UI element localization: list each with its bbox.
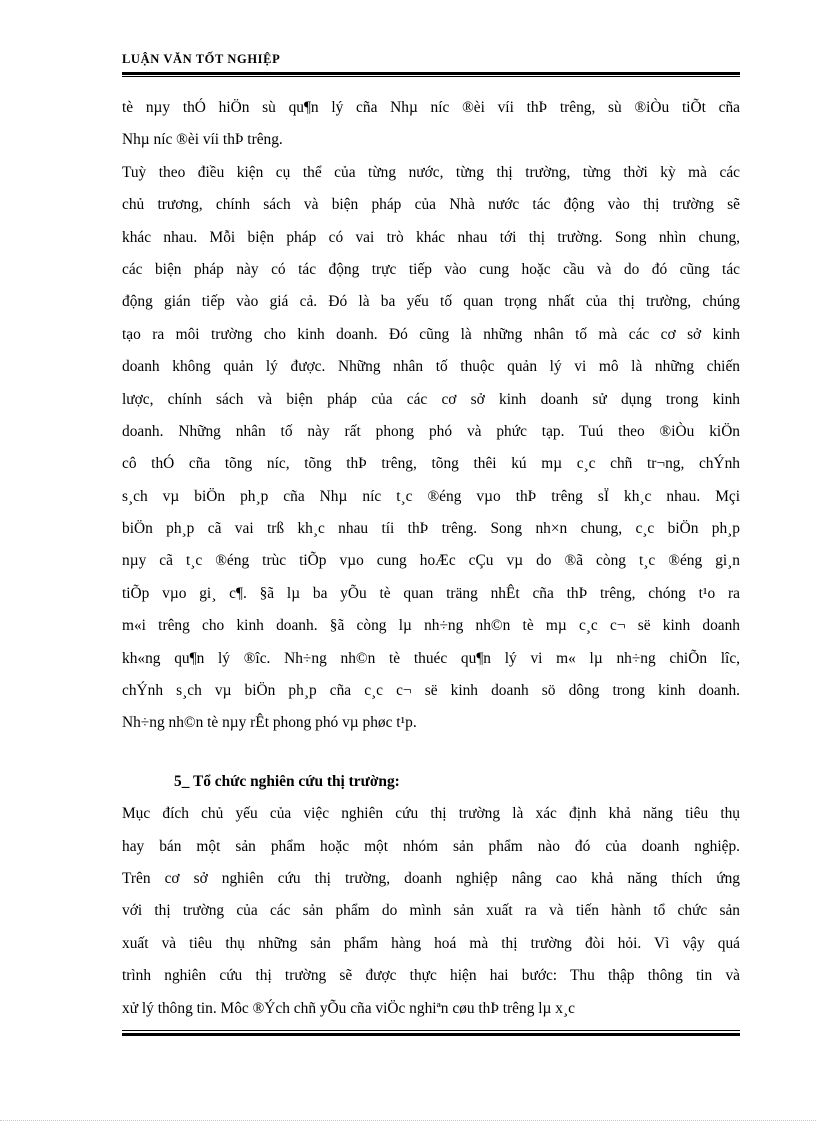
text-line: động gián tiếp vào giá cả. Đó là ba yếu tố quan trọng nhất của thị trường, chúng	[122, 293, 740, 311]
document-body	[122, 92, 740, 1025]
text-line: Mục đích chủ yếu của việc nghiên cứu thị trường là xác định khả năng tiêu thụ	[122, 805, 740, 823]
text-line: nµy cã t¸c ®éng trùc tiÕp vµo cung hoÆc cÇu vµ do ®ã còng t¸c ®éng gi¸n	[122, 552, 740, 570]
footer-rule-thin	[122, 1030, 740, 1031]
text-line: chủ trương, chính sách và biện pháp của Nhà nước tác động vào thị trường sẽ	[122, 196, 740, 214]
text-line: tiÕp vµo gi¸ c¶. §ã lµ ba yÕu tè quan träng nhÊt cña thÞ trêng, chóng t¹o ra	[122, 584, 740, 602]
paragraph-1	[122, 92, 740, 157]
text-line: với thị trường của các sản phẩm do mình sản xuất ra và tiến hành tổ chức sản	[122, 902, 740, 920]
paragraph-2	[122, 157, 740, 740]
text-line: kh«ng qu¶n lý ®îc. Nh÷ng nh©n tè thuéc qu¶n lý vi m« lµ nh÷ng chiÕn lîc,	[122, 649, 740, 667]
text-line: doanh. Những nhân tố này rất phong phó và phức tạp. Tuú theo ®iÒu kiÖn	[122, 422, 740, 440]
text-line: doanh không quản lý được. Những nhân tố thuộc quản lý vi mô là những chiến	[122, 358, 740, 376]
text-line: biÖn ph¸p cã vai trß kh¸c nhau tíi thÞ trêng. Song nh×n chung, c¸c biÖn ph¸p	[122, 520, 740, 538]
footer-rule-thick	[122, 1033, 740, 1036]
text-line: hay bán một sản phẩm hoặc một nhóm sản phẩm nào đó của doanh nghiệp.	[122, 837, 740, 855]
text-line: m«i trêng cho kinh doanh. §ã còng lµ nh÷ng nh©n tè mµ c¸c c¬ së kinh doanh	[122, 617, 740, 635]
page-edge-dotted-line	[0, 1120, 816, 1121]
text-line: tạo ra môi trường cho kinh doanh. Đó cũng là những nhân tố mà các cơ sở kinh	[122, 325, 740, 343]
text-line: s¸ch vµ biÖn ph¸p cña Nhµ níc t¸c ®éng vµo thÞ trêng sÏ kh¸c nhau. Mçi	[122, 487, 740, 505]
text-line: lược, chính sách và biện pháp của các cơ sở kinh doanh sử dụng trong kinh	[122, 390, 740, 408]
text-line: các biện pháp này có tác động trực tiếp vào cung hoặc cầu và do đó cũng tác	[122, 260, 740, 278]
text-line: khác nhau. Mỗi biện pháp có vai trò khác nhau tới thị trường. Song nhìn chung,	[122, 228, 740, 246]
text-line: tè nµy thÓ hiÖn sù qu¶n lý cña Nhµ níc ®èi víi thÞ trêng, sù ®iÒu tiÕt cña	[122, 99, 740, 116]
text-line: Trên cơ sở nghiên cứu thị trường, doanh nghiệp nâng cao khả năng thích ứng	[122, 869, 740, 887]
text-line: Nhµ níc ®èi víi thÞ trêng.	[122, 131, 283, 149]
running-header: LUẬN VĂN TỐT NGHIỆP	[122, 52, 281, 66]
text-line: Nh÷ng nh©n tè nµy rÊt phong phó vµ phøc t¹p.	[122, 714, 417, 732]
text-line: chÝnh s¸ch vµ biÖn ph¸p cña c¸c c¬ së kinh doanh sö dông trong kinh doanh.	[122, 682, 740, 700]
header-rule-thick	[122, 72, 740, 75]
header-rule-thin	[122, 76, 740, 77]
text-line: Tuỳ theo điều kiện cụ thể của từng nước, từng thị trường, từng thời kỳ mà các	[122, 163, 740, 181]
text-line: xử lý thông tin. Môc ®Ých chñ yÕu cña viÖc nghiªn cøu thÞ trêng lµ x¸c	[122, 999, 575, 1017]
text-line: trình nghiên cứu thị trường sẽ được thực hiện hai bước: Thu thập thông tin và	[122, 967, 740, 985]
paragraph-3	[122, 798, 740, 1025]
section-spacer	[122, 740, 740, 766]
text-line: cô thÓ cña tõng níc, tõng thÞ trêng, tõng thêi kú mµ c¸c chñ tr¬ng, chÝnh	[122, 455, 740, 473]
text-line: xuất và tiêu thụ những sản phẩm hàng hoá mà thị trường đòi hỏi. Vì vậy quá	[122, 934, 740, 952]
section-heading: 5_ Tổ chức nghiên cứu thị trường:	[174, 772, 400, 790]
